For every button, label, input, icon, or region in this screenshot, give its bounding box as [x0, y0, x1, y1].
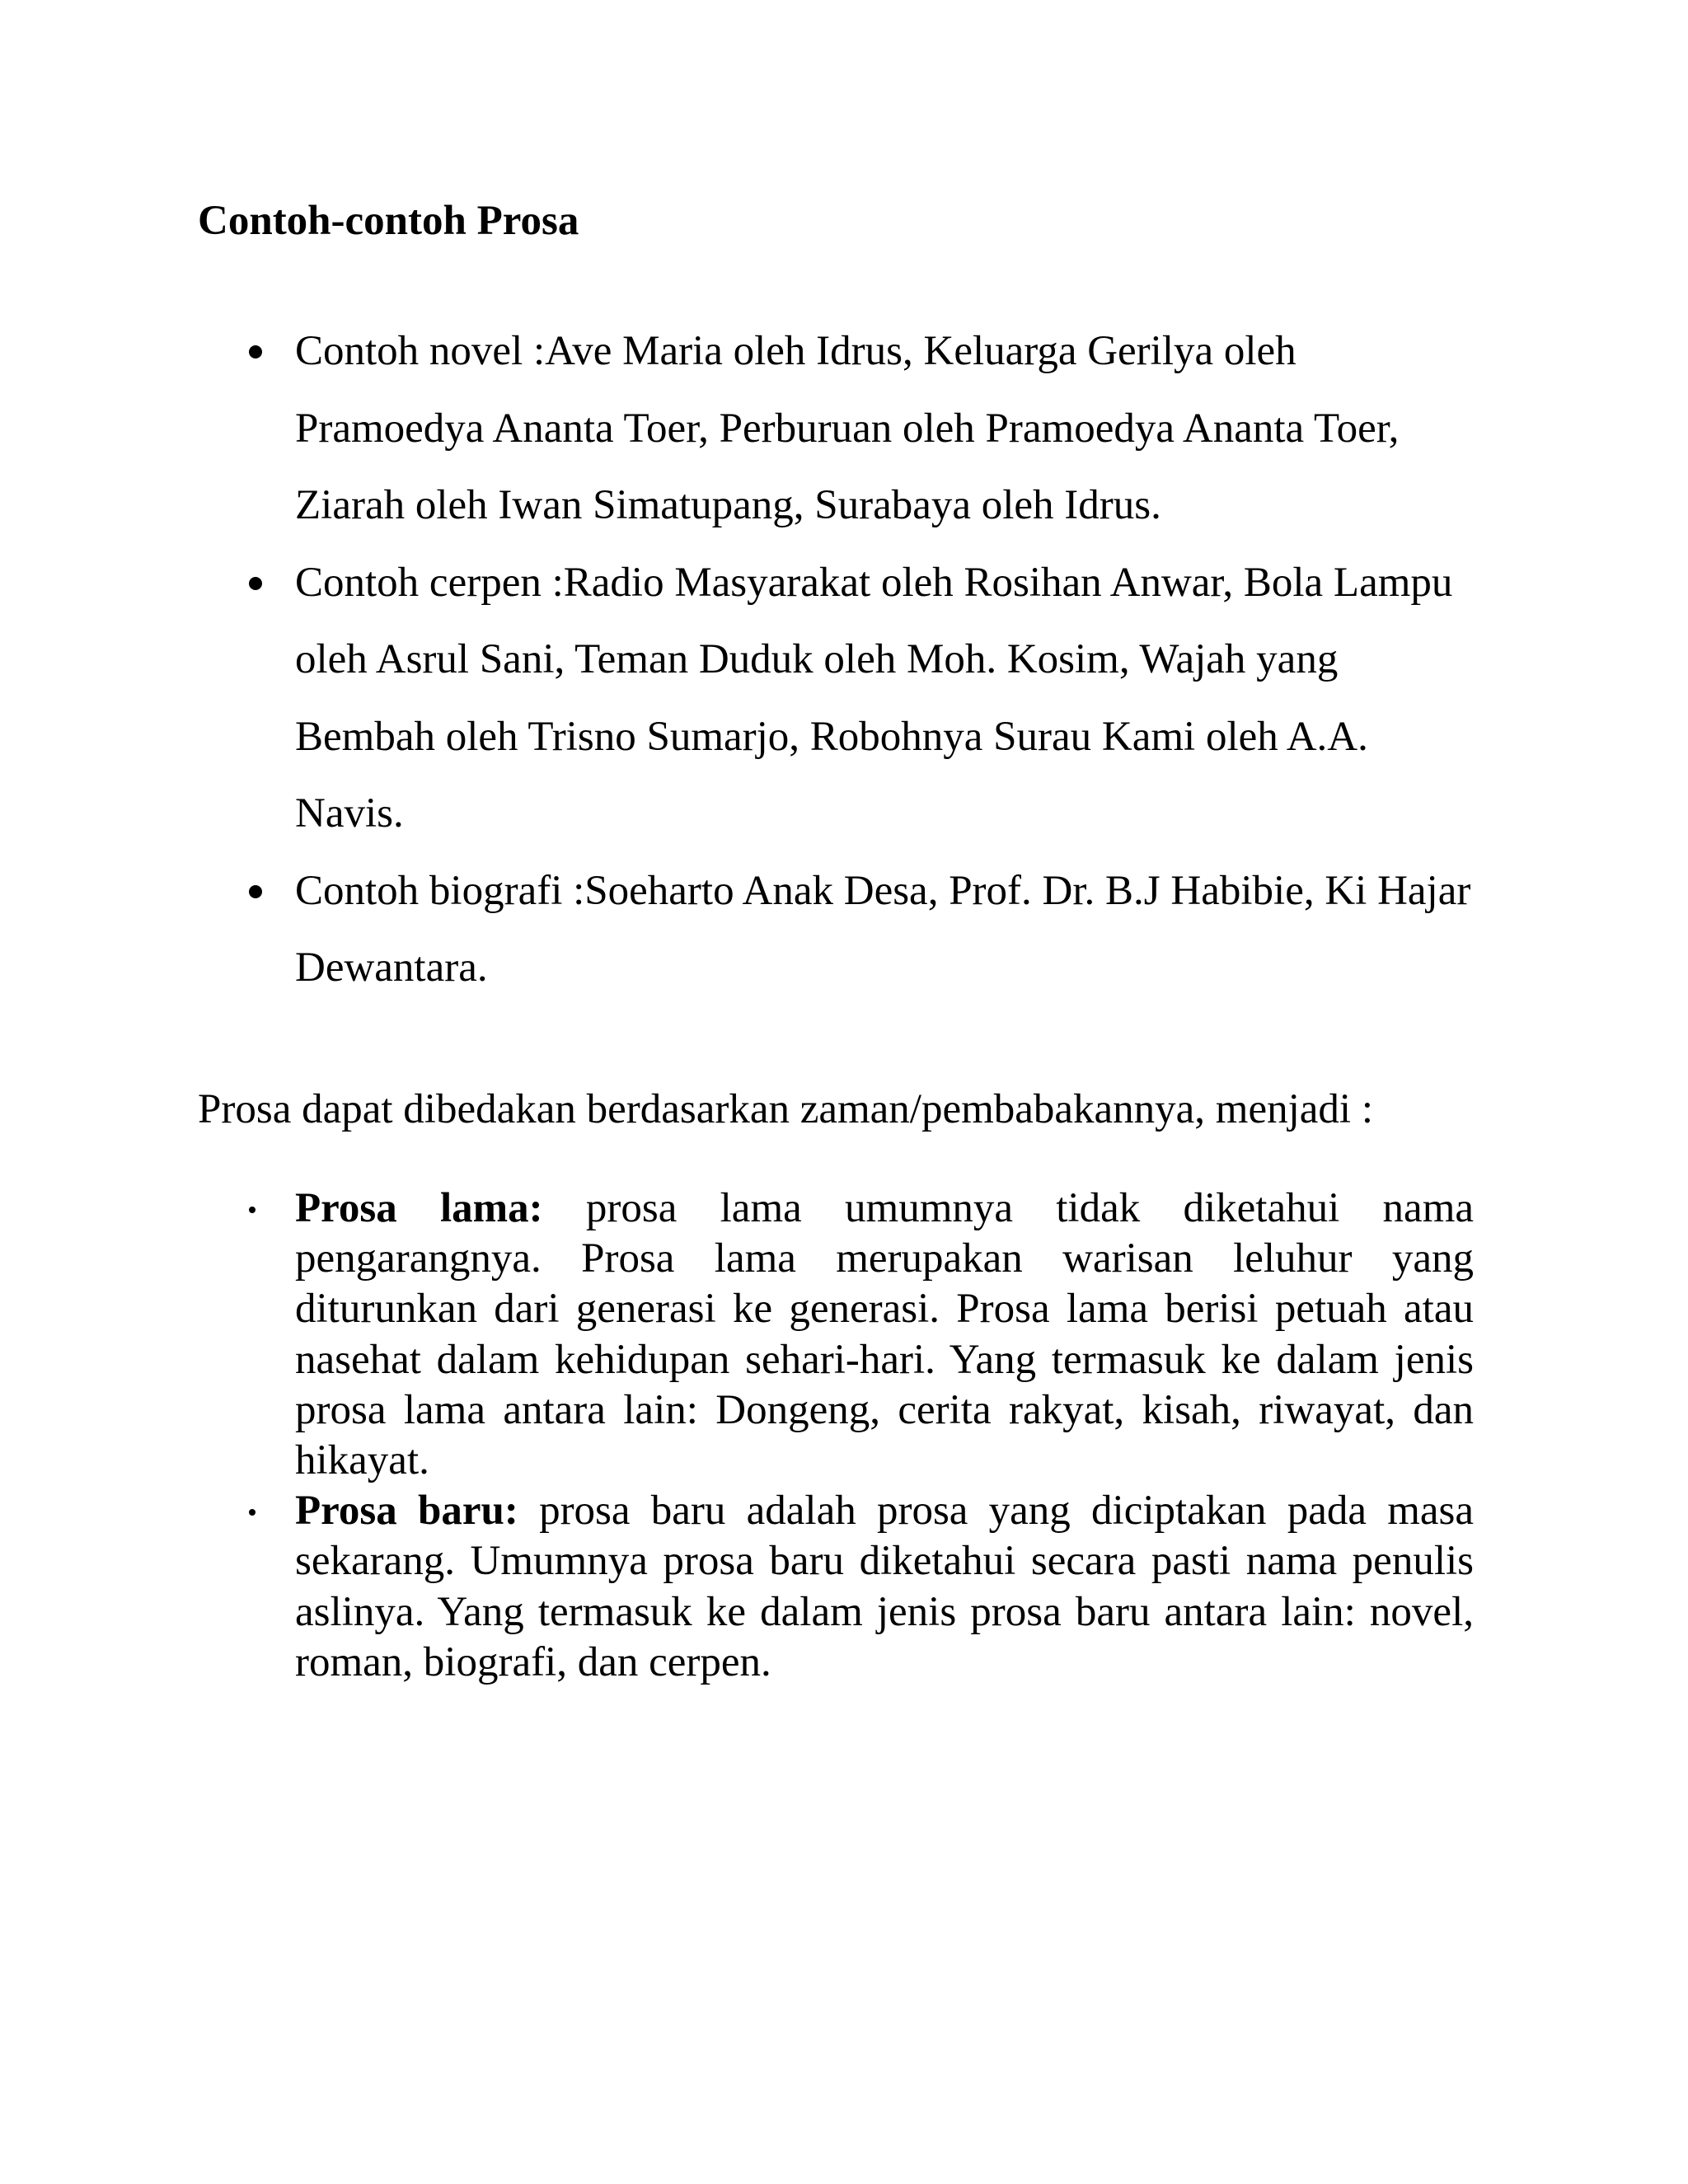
- page-title: Contoh-contoh Prosa: [198, 198, 579, 244]
- list-item: [198, 853, 1484, 1007]
- bullet-icon: [249, 345, 262, 359]
- list-item: [198, 545, 1484, 853]
- list-item: [198, 1183, 1474, 1486]
- bullet-icon: [249, 577, 262, 590]
- term-label: Prosa lama:: [295, 1185, 543, 1231]
- bullet-icon: [249, 1509, 256, 1516]
- list-item-text: Contoh biografi :Soeharto Anak Desa, Prof. Dr. B.J Habibie, Ki Hajar Dewantara.: [295, 867, 1471, 991]
- bullet-icon: [249, 1207, 256, 1213]
- bullet-icon: [249, 885, 262, 898]
- intro-paragraph: Prosa dapat dibedakan berdasarkan zaman/pembabakannya, menjadi :: [198, 1086, 1374, 1132]
- examples-list: [198, 313, 1484, 1007]
- prose-types-list: [198, 1183, 1474, 1688]
- list-item: [198, 313, 1484, 545]
- list-item-text: Contoh cerpen :Radio Masyarakat oleh Rosihan Anwar, Bola Lampu oleh Asrul Sani, Teman Duduk oleh Moh. Kosim, Wajah yang Bembah oleh Trisno Sumarjo, Robohnya Surau Kami oleh A.A. Navis.: [295, 559, 1453, 837]
- list-item: [198, 1486, 1474, 1688]
- term-description: prosa lama umumnya tidak diketahui nama pengarangnya. Prosa lama merupakan warisan leluhur yang diturunkan dari generasi ke generasi. Prosa lama berisi petuah atau nasehat dalam kehidupan sehari-hari. Yang termasuk ke dalam jenis prosa lama antara lain: Dongeng, cerita rakyat, kisah, riwayat, dan hikayat.: [295, 1185, 1474, 1484]
- term-label: Prosa baru:: [295, 1488, 518, 1535]
- list-item-text: Contoh novel :Ave Maria oleh Idrus, Keluarga Gerilya oleh Pramoedya Ananta Toer, Perburuan oleh Pramoedya Ananta Toer, Ziarah oleh Iwan Simatupang, Surabaya oleh Idrus.: [295, 328, 1400, 528]
- term-description: prosa baru adalah prosa yang diciptakan pada masa sekarang. Umumnya prosa baru diketahui secara pasti nama penulis aslinya. Yang termasuk ke dalam jenis prosa baru antara lain: novel, roman, biografi, dan cerpen.: [295, 1488, 1475, 1685]
